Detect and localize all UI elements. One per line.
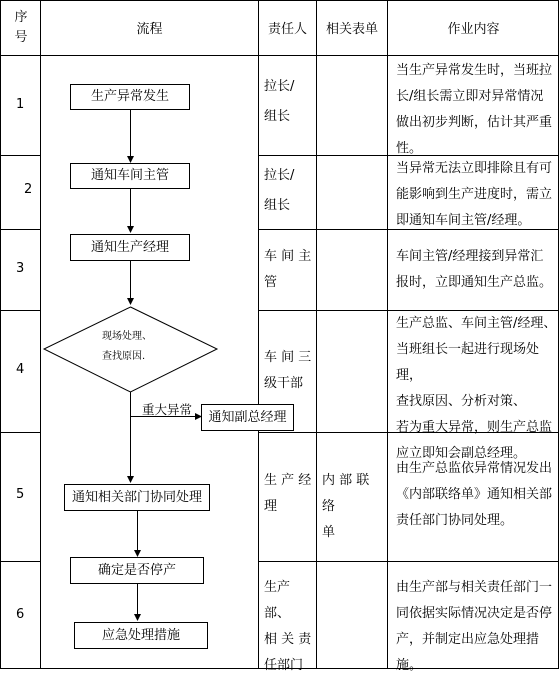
owner-cell: 车 间 主 管 <box>264 249 312 290</box>
header-seq-label: 序号 <box>14 10 28 45</box>
row-number: 5 <box>16 487 25 502</box>
owner-cell: 拉长/ 组长 <box>264 168 295 213</box>
flow-step-notify-related-departments: 通知相关部门协同处理 <box>64 484 210 511</box>
content-cell: 当异常无法立即排除且有可 能影响到生产进度时，需立 即通知车间主管/经理。 <box>396 161 553 228</box>
owner-cell: 生 产 经 理 <box>264 473 312 514</box>
content-cell: 车间主管/经理接到异常汇 报时，立即通知生产总监。 <box>396 249 553 290</box>
header-seq <box>6 8 36 48</box>
flow-step-abnormality-occurs: 生产异常发生 <box>70 84 190 110</box>
header-forms: 相关表单 <box>325 22 378 37</box>
owner-cell: 拉长/ 组长 <box>264 79 295 124</box>
row-number: 2 <box>24 182 33 197</box>
content-cell: 由生产总监依异常情况发出 《内部联络单》通知相关部 责任部门协同处理。 <box>396 461 553 528</box>
form-cell: 内 部 联 络 单 <box>322 473 370 540</box>
flow-step-emergency-measures: 应急处理措施 <box>74 622 208 649</box>
flow-step-notify-deputy-gm: 通知副总经理 <box>201 404 294 431</box>
row-number: 4 <box>16 362 25 377</box>
branch-label-major-abnormality: 重大异常 <box>142 402 193 417</box>
decision-text: 现场处理、 查找原因. <box>102 331 152 362</box>
owner-cell: 车 间 三 级干部 <box>264 350 312 391</box>
header-content: 作业内容 <box>447 22 500 37</box>
content-cell: 生产总监、车间主管/经理、 当班组长一起进行现场处理， 查找原因、分析对策、 若为重大异常，则生产总监 应立即知会副总经理。 <box>396 316 557 461</box>
content-cell: 由生产部与相关责任部门一 同依据实际情况决定是否停 产，并制定出应急处理措施。 <box>396 580 553 673</box>
flow-step-notify-production-manager: 通知生产经理 <box>70 234 190 261</box>
row-number: 6 <box>16 607 25 622</box>
header-flow: 流程 <box>136 22 163 37</box>
header-owner: 责任人 <box>267 22 307 37</box>
row-number: 1 <box>16 97 25 112</box>
flow-step-notify-workshop-supervisor: 通知车间主管 <box>70 163 190 189</box>
owner-cell: 生产部、 相 关 责 任部门 <box>264 580 312 673</box>
content-cell: 当生产异常发生时，当班拉 长/组长需立即对异常情况 做出初步判断，估计其严重 性。 <box>396 63 553 156</box>
flow-step-decide-production-stop: 确定是否停产 <box>70 557 204 584</box>
row-number: 3 <box>16 261 25 276</box>
